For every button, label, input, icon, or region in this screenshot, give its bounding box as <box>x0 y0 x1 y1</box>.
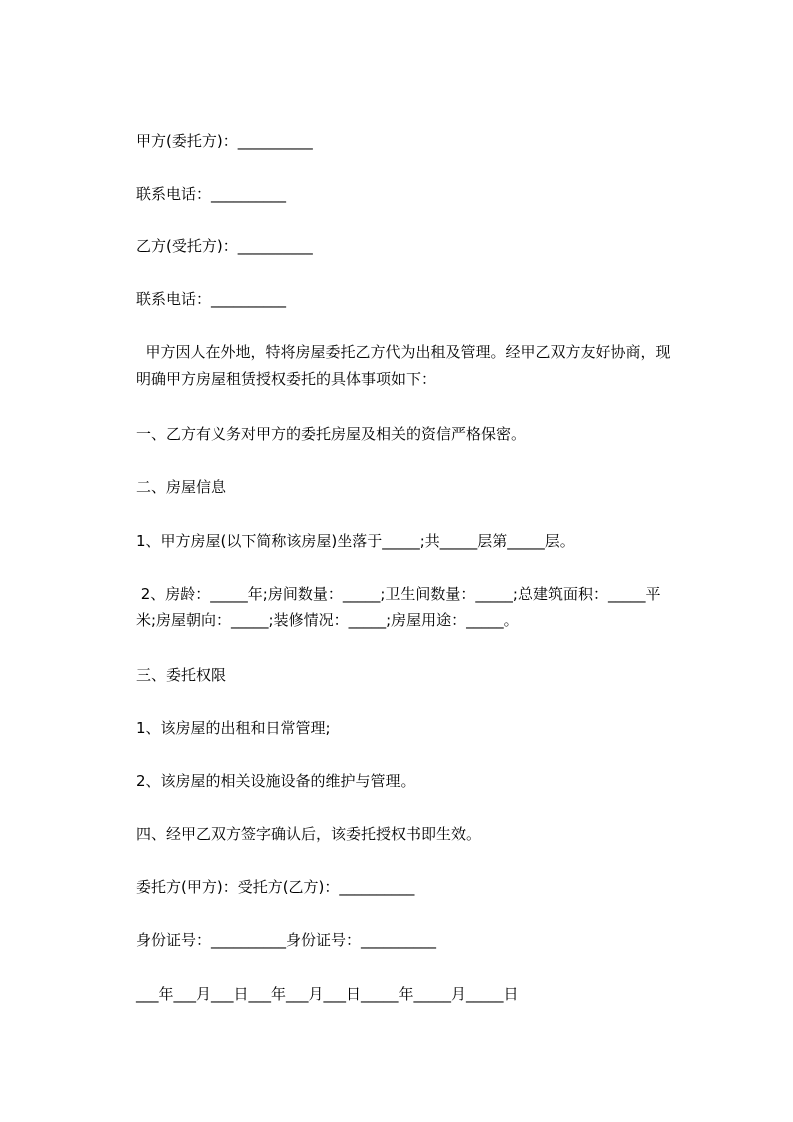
party-a-line: 甲方(委托方)：__________ <box>136 132 313 150</box>
clause-4: 四、经甲乙双方签字确认后，该委托授权书即生效。 <box>136 825 482 843</box>
id-number-line: 身份证号：__________身份证号：__________ <box>136 931 437 949</box>
clause-3-title: 三、委托权限 <box>136 666 227 684</box>
signature-line: 委托方(甲方)：受托方(乙方)：__________ <box>136 878 415 896</box>
clause-2-item-2-line-1: 2、房龄：_____年;房间数量：_____;卫生间数量：_____;总建筑面积：_____平 <box>136 585 661 603</box>
clause-1: 一、乙方有义务对甲方的委托房屋及相关的资信严格保密。 <box>136 425 527 443</box>
date-line: ___年___月___日___年___月___日_____年_____月_____日 <box>136 985 519 1003</box>
party-b-line: 乙方(受托方)：__________ <box>136 237 313 255</box>
party-a-phone-line: 联系电话：__________ <box>136 185 287 203</box>
clause-3-item-1: 1、该房屋的出租和日常管理; <box>136 719 331 737</box>
clause-3-item-2: 2、该房屋的相关设施设备的维护与管理。 <box>136 772 416 790</box>
intro-paragraph-line-2: 明确甲方房屋租赁授权委托的具体事项如下： <box>136 370 437 388</box>
intro-paragraph-line-1: 甲方因人在外地，特将房屋委托乙方代为出租及管理。经甲乙双方友好协商，现 <box>136 343 671 361</box>
clause-2-item-2-line-2: 米;房屋朝向：_____;装修情况：_____;房屋用途：_____。 <box>136 611 519 629</box>
party-b-phone-line: 联系电话：__________ <box>136 290 287 308</box>
clause-2-item-1: 1、甲方房屋(以下简称该房屋)坐落于_____;共_____层第_____层。 <box>136 532 575 550</box>
clause-2-title: 二、房屋信息 <box>136 478 227 496</box>
